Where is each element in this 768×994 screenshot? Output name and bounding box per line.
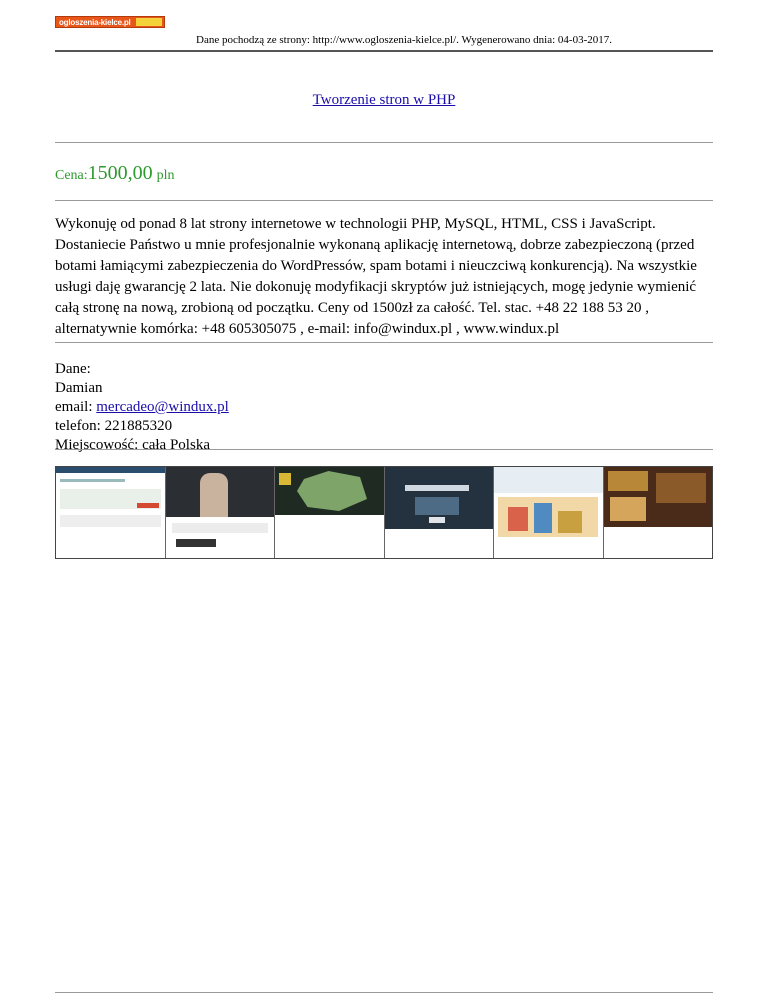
listing-description: Wykonuję od ponad 8 lat strony internetowe w technologii PHP, MySQL, HTML, CSS i JavaScript. Dostaniecie Państwo u mnie profesjonalnie wykonaną aplikację internetową, dobrze zabezpieczoną (przed botami łamiącymi zabezpieczenia do WordPressów, spam botami i nieuczciwą konkurencją). Na wszystkie usługi daję gwarancję 2 lata. Nie dokonuję modyfikacji skryptów już istniejących, mogę jedynie wymienić całą stronę na nową, zrobioną od początku. Ceny od 1500zł za całość. Tel. stac. +48 22 188 53 20 , alternatywnie komórka: +48 605305075 , e-mail: info@windux.pl , www.windux.pl (55, 216, 697, 337)
contact-phone-row (55, 417, 229, 436)
site-logo-text: ogloszenia-kielce.pl (59, 17, 131, 27)
location-label: Miejscowość: (55, 437, 143, 453)
gallery-thumbnail[interactable] (166, 467, 276, 558)
listing-title (0, 92, 768, 109)
gallery-thumbnail[interactable] (385, 467, 495, 558)
price-currency: pln (156, 168, 175, 183)
header-divider (55, 50, 713, 52)
contact-heading: Dane: (55, 361, 91, 377)
price-label: Cena: (55, 168, 88, 183)
location-value: cała Polska (142, 437, 210, 453)
gallery-thumbnail[interactable] (494, 467, 604, 558)
gallery-thumbnail[interactable] (56, 467, 166, 558)
contact-location-row (55, 436, 229, 455)
listing-title-link[interactable]: Tworzenie stron w PHP (312, 92, 456, 108)
price-value: 1500,00 (87, 162, 153, 184)
image-gallery (55, 466, 713, 559)
source-note: Dane pochodzą ze strony: http://www.ogloszenia-kielce.pl/. Wygenerowano dnia: 04-03-2017. (196, 34, 612, 46)
phone-value: 221885320 (104, 418, 173, 434)
divider (55, 449, 713, 450)
logo-tag (136, 18, 162, 26)
email-link[interactable]: mercadeo@windux.pl (96, 399, 229, 415)
contact-email-row (55, 398, 229, 417)
footer-divider (55, 992, 713, 993)
divider (55, 142, 713, 143)
phone-label: telefon: (55, 418, 105, 434)
contact-name: Damian (55, 380, 103, 396)
email-label: email: (55, 399, 97, 415)
divider (55, 200, 713, 201)
divider (55, 342, 713, 343)
price (55, 162, 175, 185)
contact-details (55, 360, 229, 455)
gallery-thumbnail[interactable] (604, 467, 713, 558)
gallery-thumbnail[interactable] (275, 467, 385, 558)
site-logo (55, 16, 165, 28)
